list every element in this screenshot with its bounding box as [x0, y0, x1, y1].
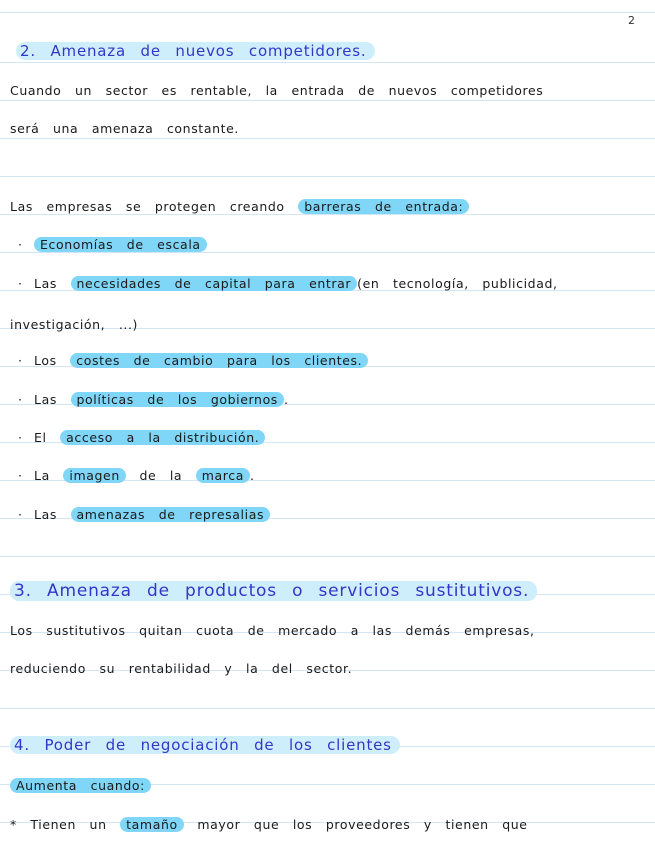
section-2-paragraph-line-2: será una amenaza constante. [10, 121, 239, 136]
bullet-item [18, 352, 645, 370]
section-3-title [10, 582, 645, 600]
bullet-dot-icon: · [18, 507, 23, 522]
section-2-paragraph-line-1: Cuando un sector es rentable, la entrada de nuevos competidores [10, 83, 544, 98]
barriers-highlight: barreras de entrada: [298, 199, 469, 214]
bullet-item [18, 236, 645, 254]
item-1-pre: * Tienen un [10, 817, 107, 832]
bullet-pre: Las [34, 276, 57, 291]
bullet-post: . [283, 392, 289, 407]
bullet-dot-icon: · [18, 353, 23, 368]
bullet-highlight: imagen [63, 468, 125, 483]
section-4-title-text: 4. Poder de negociación de los clientes [10, 736, 400, 754]
bullet-item [18, 506, 645, 524]
bullet-item [18, 467, 645, 485]
section-4-subtitle [10, 777, 645, 795]
bullet-highlight: costes de cambio para los clientes. [70, 353, 368, 368]
bullet-highlight: acceso a la distribución. [60, 430, 265, 445]
bullet-item [18, 429, 645, 447]
bullet-dot-icon: · [18, 237, 23, 252]
section-4-subtitle-highlight: Aumenta cuando: [10, 778, 151, 793]
bullet-highlight-2: marca [196, 468, 250, 483]
bullet-post: (en tecnología, publicidad, [357, 276, 558, 291]
bullet-pre: Los [34, 353, 57, 368]
bullet-item [18, 275, 645, 293]
barriers-intro-text: Las empresas se protegen creando [10, 199, 285, 214]
bullet-mid: de la [139, 468, 183, 483]
bullet-dot-icon: · [18, 392, 23, 407]
section-3-line-1: Los sustitutivos quitan cuota de mercado a las demás empresas, [10, 623, 535, 638]
bullet-highlight: políticas de los gobiernos [71, 392, 284, 407]
item-1-post: mayor que los proveedores y tienen que [197, 817, 528, 832]
section-4-item-1 [10, 816, 645, 834]
bullet-dot-icon: · [18, 430, 23, 445]
bullet-dot-icon: · [18, 276, 23, 291]
bullet-dot-icon: · [18, 468, 23, 483]
bullet-pre: El [34, 430, 47, 445]
section-2-title-text: 2. Amenaza de nuevos competidores. [16, 42, 375, 60]
page-number: 2 [628, 14, 635, 27]
bullet-highlight: necesidades de capital para entrar [71, 276, 358, 291]
bullet-pre: Las [34, 507, 57, 522]
bullet-highlight: amenazas de represalias [71, 507, 271, 522]
bullet-pre: Las [34, 392, 57, 407]
bullet-post: . [250, 468, 255, 483]
section-2-barriers-intro [10, 198, 645, 216]
section-4-title [10, 736, 645, 754]
bullet-highlight: Economías de escala [34, 237, 207, 252]
section-2-title [16, 42, 645, 60]
bullet-item [18, 391, 645, 409]
bullet-pre: La [34, 468, 50, 483]
section-3-title-text: 3. Amenaza de productos o servicios sustitutivos. [10, 581, 537, 601]
section-3-line-2: reduciendo su rentabilidad y la del sector. [10, 661, 353, 676]
bullet-continuation: investigación, ...) [10, 317, 139, 332]
item-1-highlight: tamaño [120, 817, 184, 832]
